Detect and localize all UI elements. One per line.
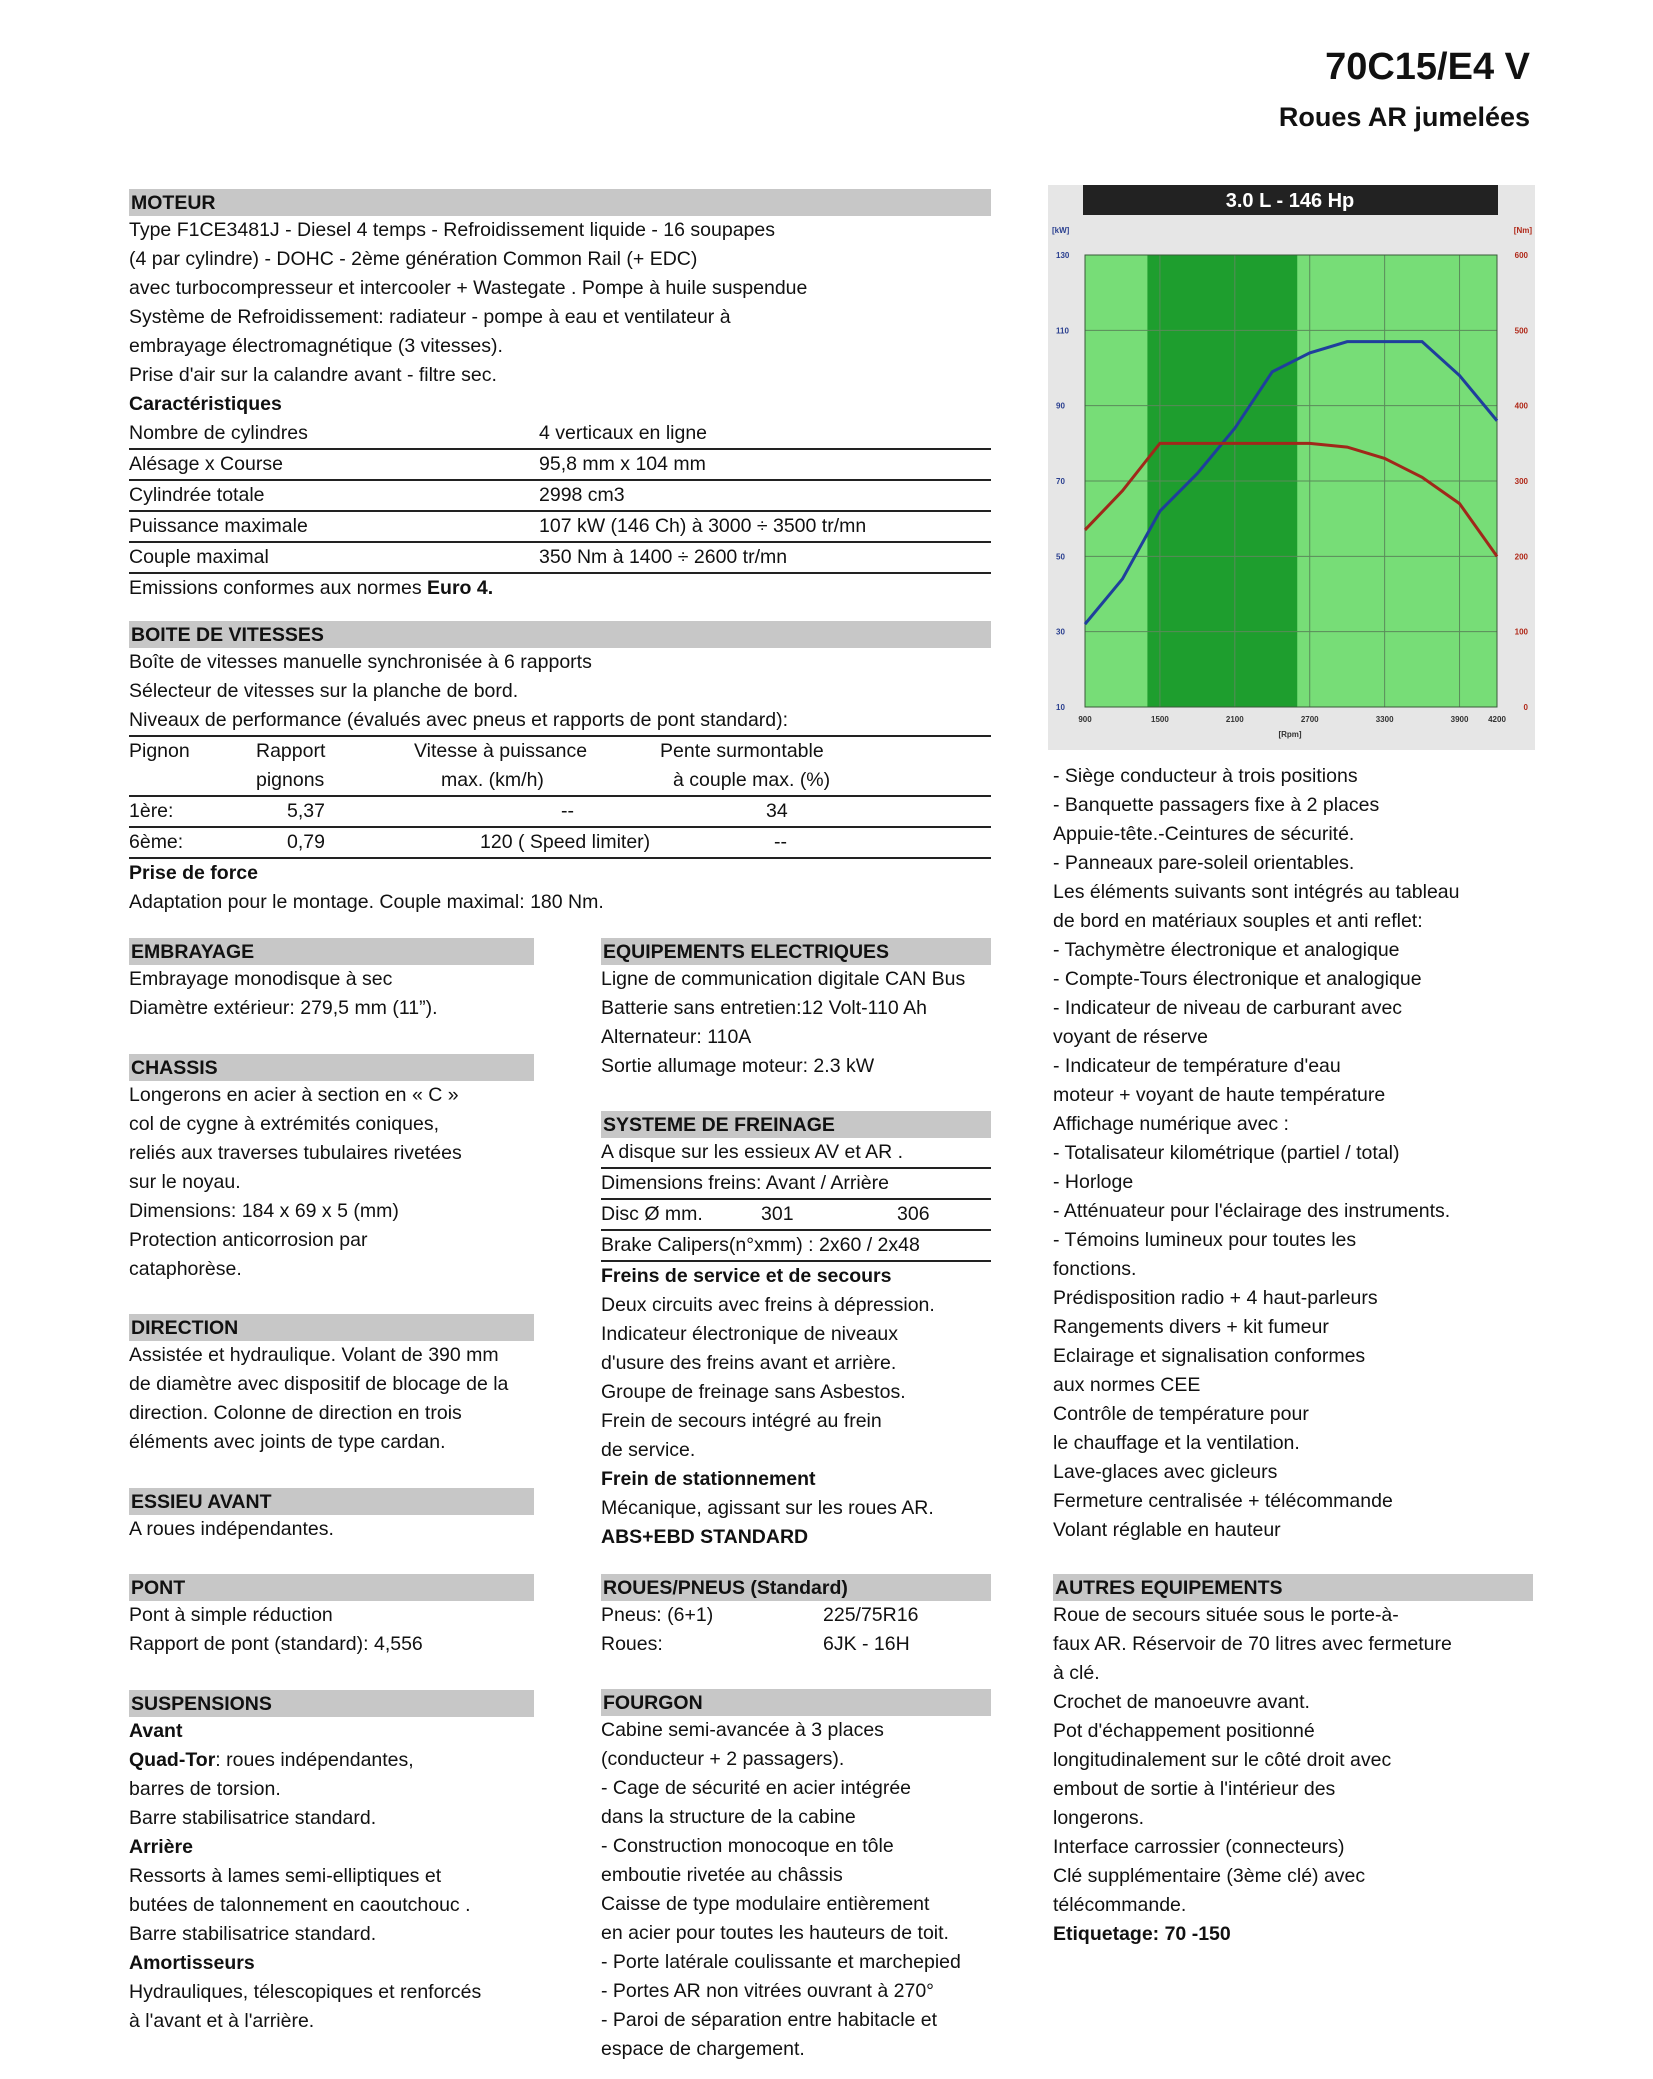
fourgon-line: espace de chargement. xyxy=(601,2038,805,2060)
cabine-line: Appuie-tête.-Ceintures de sécurité. xyxy=(1053,823,1355,845)
direction-line: éléments avec joints de type cardan. xyxy=(129,1431,446,1453)
gear-gear: 6ème: xyxy=(129,831,184,853)
cabine-line: Rangements divers + kit fumeur xyxy=(1053,1316,1329,1338)
x-tick-label: 1500 xyxy=(1151,715,1169,724)
y-tick-label: 50 xyxy=(1056,552,1065,562)
spec-row xyxy=(129,450,991,481)
boite-section xyxy=(129,621,991,917)
embrayage-header: EMBRAYAGE xyxy=(129,938,534,965)
moteur-section xyxy=(129,189,991,603)
pdf-title: Prise de force xyxy=(129,862,258,884)
cabine-line: - Compte-Tours électronique et analogique xyxy=(1053,968,1422,990)
freinage-header: SYSTEME DE FREINAGE xyxy=(601,1111,991,1138)
roues-section xyxy=(601,1574,991,1659)
fourgon-line: - Cage de sécurité en acier intégrée xyxy=(601,1777,912,1799)
x-tick-label: 3300 xyxy=(1375,715,1394,724)
service-title: Freins de service et de secours xyxy=(601,1265,892,1287)
boite-header: BOITE DE VITESSES xyxy=(129,621,991,648)
autres-line: longerons. xyxy=(1053,1807,1145,1829)
autres-line: embout de sortie à l'intérieur des xyxy=(1053,1778,1336,1800)
autres-section xyxy=(1053,1574,1533,1949)
spec-row xyxy=(129,481,991,512)
y2-tick-label: 600 xyxy=(1514,251,1528,260)
pont-section xyxy=(129,1574,534,1659)
y-tick-label: 70 xyxy=(1056,477,1065,486)
chassis-line: Protection anticorrosion par xyxy=(129,1229,368,1251)
roues-row: Roues: 6JK - 16H xyxy=(601,1633,910,1655)
susp-quadtor: Quad-Tor: roues indépendantes, xyxy=(129,1749,414,1771)
gear-table-header-1: Pignon Rapport Vitesse à puissance Pente surmontable xyxy=(129,740,824,762)
cabine-line: fonctions. xyxy=(1053,1258,1137,1280)
autres-line: Pot d'échappement positionné xyxy=(1053,1720,1315,1742)
cabine-line: Affichage numérique avec : xyxy=(1053,1113,1289,1135)
chassis-line: sur le noyau. xyxy=(129,1171,241,1193)
chassis-line: col de cygne à extrémités coniques, xyxy=(129,1113,440,1135)
spec-label: Puissance maximale xyxy=(129,515,308,537)
x-tick-label: 900 xyxy=(1078,715,1092,724)
embrayage-section xyxy=(129,938,534,1023)
susp-amort-line: à l'avant et à l'arrière. xyxy=(129,2010,315,2032)
moteur-line: (4 par cylindre) - DOHC - 2ème génération Common Rail (+ EDC) xyxy=(129,248,698,270)
cabine-line: aux normes CEE xyxy=(1053,1374,1201,1396)
gear-speed: 120 ( Speed limiter) xyxy=(480,831,651,853)
service-line: Frein de secours intégré au frein xyxy=(601,1410,882,1432)
susp-arriere-line: Barre stabilisatrice standard. xyxy=(129,1923,377,1945)
service-line: Deux circuits avec freins à dépression. xyxy=(601,1294,935,1316)
moteur-line: avec turbocompresseur et intercooler + Wastegate . Pompe à huile suspendue xyxy=(129,277,808,299)
cabine-line: - Atténuateur pour l'éclairage des instruments. xyxy=(1053,1200,1451,1222)
x-tick-label: 3900 xyxy=(1450,715,1469,724)
cabine-line: Contrôle de température pour xyxy=(1053,1403,1309,1425)
cabine-line: Eclairage et signalisation conformes xyxy=(1053,1345,1366,1367)
y-tick-label: 90 xyxy=(1056,401,1065,411)
cabine-line: Prédisposition radio + 4 haut-parleurs xyxy=(1053,1287,1378,1309)
autres-line: faux AR. Réservoir de 70 litres avec fermeture xyxy=(1053,1633,1452,1655)
y-tick-label: 30 xyxy=(1056,627,1065,637)
y-axis-label: [kW] xyxy=(1052,226,1070,235)
caliper-row: Brake Calipers(n°xmm) : 2x60 / 2x48 xyxy=(601,1231,991,1262)
moteur-line: embrayage électromagnétique (3 vitesses). xyxy=(129,335,503,357)
y2-tick-label: 500 xyxy=(1514,326,1528,336)
spec-value: 107 kW (146 Ch) à 3000 ÷ 3500 tr/mn xyxy=(539,515,867,537)
autres-line: à clé. xyxy=(1053,1662,1100,1684)
cabine-line: - Horloge xyxy=(1053,1171,1134,1193)
fourgon-line: - Porte latérale coulissante et marchepied xyxy=(601,1951,961,1973)
spec-value: 350 Nm à 1400 ÷ 2600 tr/mn xyxy=(539,546,788,568)
cabine-line: - Banquette passagers fixe à 2 places xyxy=(1053,794,1380,816)
fourgon-header: FOURGON xyxy=(601,1689,991,1716)
susp-amort-line: Hydrauliques, télescopiques et renforcés xyxy=(129,1981,482,2003)
autres-line: longitudinalement sur le côté droit avec xyxy=(1053,1749,1392,1771)
pont-line: Pont à simple réduction xyxy=(129,1604,333,1626)
susp-amort: Amortisseurs xyxy=(129,1952,255,1974)
autres-line: Clé supplémentaire (3ème clé) avec xyxy=(1053,1865,1366,1887)
cabine-line: - Totalisateur kilométrique (partiel / total) xyxy=(1053,1142,1400,1164)
stat-line: Mécanique, agissant sur les roues AR. xyxy=(601,1497,934,1519)
autres-line: Crochet de manoeuvre avant. xyxy=(1053,1691,1310,1713)
susp-avant-line: Barre stabilisatrice standard. xyxy=(129,1807,377,1829)
direction-line: direction. Colonne de direction en trois xyxy=(129,1402,462,1424)
susp-arriere-line: Ressorts à lames semi-elliptiques et xyxy=(129,1865,442,1887)
gear-row xyxy=(129,797,991,828)
roues-header: ROUES/PNEUS (Standard) xyxy=(601,1574,991,1601)
power-torque-chart xyxy=(1048,185,1535,750)
stat-title: Frein de stationnement xyxy=(601,1468,816,1490)
electrique-line: Sortie allumage moteur: 2.3 kW xyxy=(601,1055,875,1077)
direction-line: de diamètre avec dispositif de blocage de la xyxy=(129,1373,509,1395)
electrique-section xyxy=(601,938,991,1081)
cabine-line: Les éléments suivants sont intégrés au tableau xyxy=(1053,881,1460,903)
essieu-section xyxy=(129,1488,534,1544)
autres-line: Interface carrossier (connecteurs) xyxy=(1053,1836,1345,1858)
direction-section xyxy=(129,1314,534,1457)
fourgon-line: emboutie rivetée au châssis xyxy=(601,1864,843,1886)
spec-label: Alésage x Course xyxy=(129,453,283,475)
chassis-header: CHASSIS xyxy=(129,1054,534,1081)
fourgon-line: (conducteur + 2 passagers). xyxy=(601,1748,845,1770)
freinage-line: A disque sur les essieux AV et AR . xyxy=(601,1138,991,1169)
fourgon-line: Cabine semi-avancée à 3 places xyxy=(601,1719,884,1741)
gear-row xyxy=(129,828,991,859)
boite-line: Boîte de vitesses manuelle synchronisée à 6 rapports xyxy=(129,651,592,673)
service-line: de service. xyxy=(601,1439,696,1461)
cabine-line: voyant de réserve xyxy=(1053,1026,1209,1048)
gear-table-header-2: pignons max. (km/h) à couple max. (%) xyxy=(129,766,991,797)
autres-line: Roue de secours située sous le porte-à- xyxy=(1053,1604,1399,1626)
pont-header: PONT xyxy=(129,1574,534,1601)
direction-header: DIRECTION xyxy=(129,1314,534,1341)
chassis-line: Longerons en acier à section en « C » xyxy=(129,1084,459,1106)
fourgon-line: Caisse de type modulaire entièrement xyxy=(601,1893,930,1915)
etiquetage: Etiquetage: 70 -150 xyxy=(1053,1923,1231,1945)
service-line: Indicateur électronique de niveaux xyxy=(601,1323,899,1345)
cabine-line: - Tachymètre électronique et analogique xyxy=(1053,939,1400,961)
essieu-header: ESSIEU AVANT xyxy=(129,1488,534,1515)
abs-line: ABS+EBD STANDARD xyxy=(601,1526,809,1548)
cabine-line: moteur + voyant de haute température xyxy=(1053,1084,1386,1106)
cabine-line: - Indicateur de niveau de carburant avec xyxy=(1053,997,1403,1019)
y2-tick-label: 200 xyxy=(1514,552,1528,562)
cabine-line: - Témoins lumineux pour toutes les xyxy=(1053,1229,1357,1251)
y2-tick-label: 400 xyxy=(1514,401,1528,411)
embrayage-line: Diamètre extérieur: 279,5 mm (11”). xyxy=(129,997,438,1019)
model-subtitle: Roues AR jumelées xyxy=(1278,102,1530,132)
suspensions-section xyxy=(129,1690,534,2036)
freinage-section xyxy=(601,1111,991,1552)
freinage-line: Dimensions freins: Avant / Arrière xyxy=(601,1169,991,1200)
cabine-line: - Indicateur de température d'eau xyxy=(1053,1055,1341,1077)
electrique-line: Alternateur: 110A xyxy=(601,1026,752,1048)
gear-ratio: 5,37 xyxy=(287,800,325,822)
y2-tick-label: 0 xyxy=(1523,703,1528,712)
y2-tick-label: 300 xyxy=(1514,477,1528,486)
pdf-text: Adaptation pour le montage. Couple maximal: 180 Nm. xyxy=(129,891,604,913)
pont-line: Rapport de pont (standard): 4,556 xyxy=(129,1633,423,1655)
susp-avant-line: barres de torsion. xyxy=(129,1778,281,1800)
fourgon-line: - Portes AR non vitrées ouvrant à 270° xyxy=(601,1980,934,2002)
roues-row: Pneus: (6+1) 225/75R16 xyxy=(601,1604,919,1626)
gear-ratio: 0,79 xyxy=(287,831,325,853)
fourgon-line: dans la structure de la cabine xyxy=(601,1806,856,1828)
cabine-line: le chauffage et la ventilation. xyxy=(1053,1432,1300,1454)
y2-axis-label: [Nm] xyxy=(1513,226,1532,235)
x-tick-label: 4200 xyxy=(1488,715,1506,724)
y-tick-label: 130 xyxy=(1056,251,1070,260)
carac-title: Caractéristiques xyxy=(129,393,282,415)
essieu-line: A roues indépendantes. xyxy=(129,1518,334,1540)
chart-svg xyxy=(1048,185,1535,750)
gear-gear: 1ère: xyxy=(129,800,174,822)
spec-value: 4 verticaux en ligne xyxy=(539,422,708,444)
model-title: 70C15/E4 V xyxy=(1325,46,1530,88)
suspensions-header: SUSPENSIONS xyxy=(129,1690,534,1717)
chassis-line: reliés aux traverses tubulaires rivetées xyxy=(129,1142,462,1164)
gear-slope: 34 xyxy=(766,800,788,822)
cabine-line: de bord en matériaux souples et anti reflet: xyxy=(1053,910,1423,932)
chart-title: 3.0 L - 146 Hp xyxy=(1225,190,1355,212)
spec-label: Couple maximal xyxy=(129,546,269,568)
spec-value: 2998 cm3 xyxy=(539,484,625,506)
susp-arriere-line: butées de talonnement en caoutchouc . xyxy=(129,1894,471,1916)
fourgon-section xyxy=(601,1689,991,2064)
spec-row xyxy=(129,419,991,450)
cabine-line: Lave-glaces avec gicleurs xyxy=(1053,1461,1278,1483)
autres-header: AUTRES EQUIPEMENTS xyxy=(1053,1574,1533,1601)
y-tick-label: 110 xyxy=(1056,326,1069,336)
cabine-line: Fermeture centralisée + télécommande xyxy=(1053,1490,1393,1512)
spec-row xyxy=(129,543,991,574)
x-tick-label: 2100 xyxy=(1225,715,1244,724)
electrique-header: EQUIPEMENTS ELECTRIQUES xyxy=(601,938,991,965)
direction-line: Assistée et hydraulique. Volant de 390 mm xyxy=(129,1344,499,1366)
y-tick-label: 10 xyxy=(1056,703,1065,712)
y2-tick-label: 100 xyxy=(1514,627,1528,637)
cabine-section xyxy=(1053,762,1533,1545)
chassis-line: Dimensions: 184 x 69 x 5 (mm) xyxy=(129,1200,399,1222)
boite-line: Niveaux de performance (évalués avec pneus et rapports de pont standard): xyxy=(129,706,991,737)
electrique-line: Ligne de communication digitale CAN Bus xyxy=(601,968,966,990)
moteur-header: MOTEUR xyxy=(129,189,991,216)
service-line: d'usure des freins avant et arrière. xyxy=(601,1352,897,1374)
cabine-line: Volant réglable en hauteur xyxy=(1053,1519,1281,1541)
spec-label: Cylindrée totale xyxy=(129,484,265,506)
chassis-line: cataphorèse. xyxy=(129,1258,242,1280)
susp-avant: Avant xyxy=(129,1720,183,1742)
fourgon-line: en acier pour toutes les hauteurs de toit. xyxy=(601,1922,949,1944)
gear-slope: -- xyxy=(774,831,787,853)
electrique-line: Batterie sans entretien:12 Volt-110 Ah xyxy=(601,997,927,1019)
fourgon-line: - Paroi de séparation entre habitacle et xyxy=(601,2009,938,2031)
disc-row: Disc Ø mm. 301 306 xyxy=(601,1200,991,1231)
moteur-line: Prise d'air sur la calandre avant - filtre sec. xyxy=(129,364,497,386)
x-axis-label: [Rpm] xyxy=(1278,730,1302,739)
moteur-line: Système de Refroidissement: radiateur - pompe à eau et ventilateur à xyxy=(129,306,731,328)
spec-label: Nombre de cylindres xyxy=(129,422,308,444)
susp-arriere: Arrière xyxy=(129,1836,193,1858)
cabine-line: - Siège conducteur à trois positions xyxy=(1053,765,1358,787)
boite-line: Sélecteur de vitesses sur la planche de bord. xyxy=(129,680,519,702)
spec-row xyxy=(129,512,991,543)
service-line: Groupe de freinage sans Asbestos. xyxy=(601,1381,906,1403)
fourgon-line: - Construction monocoque en tôle xyxy=(601,1835,894,1857)
embrayage-line: Embrayage monodisque à sec xyxy=(129,968,393,990)
chassis-section xyxy=(129,1054,534,1284)
emissions-text: Emissions conformes aux normes Euro 4. xyxy=(129,577,494,599)
cabine-line: - Panneaux pare-soleil orientables. xyxy=(1053,852,1355,874)
gear-speed: -- xyxy=(561,800,574,822)
moteur-line: Type F1CE3481J - Diesel 4 temps - Refroidissement liquide - 16 soupapes xyxy=(129,219,775,241)
x-tick-label: 2700 xyxy=(1300,715,1319,724)
spec-value: 95,8 mm x 104 mm xyxy=(539,453,706,475)
autres-line: télécommande. xyxy=(1053,1894,1187,1916)
